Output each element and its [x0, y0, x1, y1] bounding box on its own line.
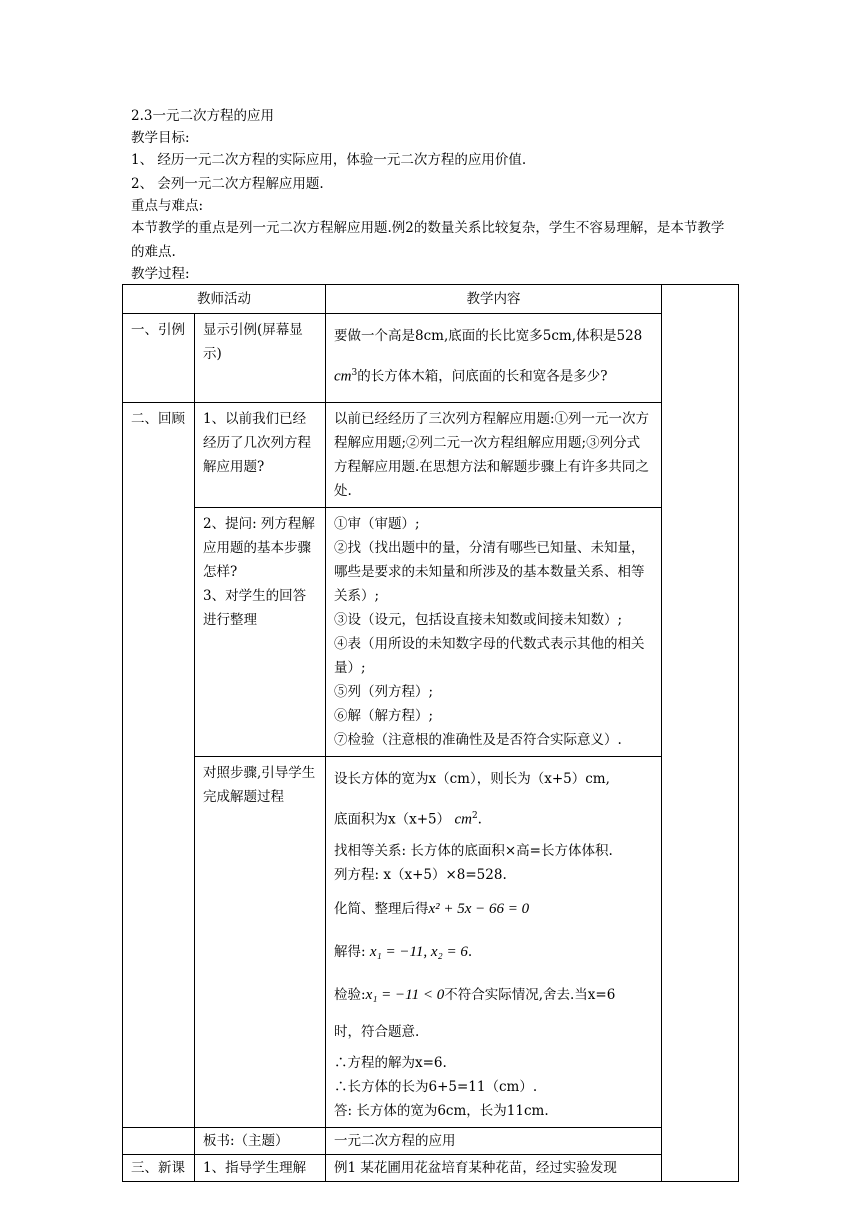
- intro-text-a: 要做一个高是8cm,底面的长比宽多5cm,体积是: [334, 328, 617, 344]
- stage-review: 二、回顾: [123, 403, 195, 1128]
- goals-label: 教学目标:: [131, 130, 190, 146]
- solution-line-5: [334, 891, 653, 928]
- process-label: 教学过程:: [131, 266, 190, 282]
- solution-line-9: ∴方程的解为x=6.: [334, 1054, 447, 1071]
- stage-review-continued: [123, 1127, 195, 1154]
- content-steps: [326, 508, 662, 757]
- table-row-board: [123, 1127, 739, 1154]
- intro-volume-number: 528: [616, 328, 643, 344]
- key-text: 本节教学的重点是列一元二次方程解应用题.例2的数量关系比较复杂，学生不容易理解，是本节教学的难点.: [131, 220, 725, 260]
- content-new-lesson: 例1 某花圃用花盆培育某种花苗，经过实验发现: [326, 1154, 662, 1181]
- solution-roots-end: .: [467, 943, 473, 960]
- activity-steps-organize: 3、对学生的回答进行整理: [203, 588, 307, 628]
- table-row-steps: [123, 508, 739, 757]
- solution-line-4: 列方程: x（x+5）×8=528.: [334, 866, 507, 883]
- step-item: ⑥解（解方程）;: [334, 708, 434, 724]
- activity-steps-question: 2、提问: 列方程解应用题的基本步骤怎样?: [203, 516, 315, 580]
- content-board: 一元二次方程的应用: [326, 1127, 662, 1154]
- activity-solution: 对照步骤,引导学生完成解题过程: [195, 757, 326, 1128]
- activity-intro: 显示引例(屏幕显示): [195, 314, 326, 403]
- goal-1: 1、 经历一元二次方程的实际应用，体验一元二次方程的应用价值.: [131, 152, 527, 168]
- step-item: ④表（用所设的未知数字母的代数式表示其他的相关量）;: [334, 636, 645, 676]
- table-row-intro: [123, 314, 739, 403]
- lesson-table: [122, 284, 739, 1182]
- step-item: ①审（审题）;: [334, 516, 420, 532]
- intro-volume-unit: cm: [334, 368, 352, 385]
- solution-check-text: 检验:: [334, 986, 366, 1003]
- table-row-new-lesson: [123, 1154, 739, 1181]
- solution-area-exponent: 2: [471, 811, 478, 821]
- content-solution: [326, 757, 662, 1128]
- solution-area-unit: cm: [454, 811, 472, 828]
- stage-intro: 一、引例: [123, 314, 195, 403]
- solution-line-8: 时，符合题意.: [334, 1023, 420, 1040]
- step-item: ②找（找出题中的量，分清有哪些已知量、未知量，哪些是要求的未知量和所涉及的基本数量关系、相等关系）;: [334, 540, 645, 604]
- activity-board: 板书:（主题）: [195, 1127, 326, 1154]
- solution-area-text: 底面积为x（x+5）: [334, 811, 451, 828]
- solution-roots-text: 解得:: [334, 943, 366, 960]
- solution-simplify-text: 化简、整理后得: [334, 900, 429, 917]
- content-review: 以前已经经历了三次列方程解应用题:①列一元一次方程解应用题;②列二元一次方程组解应用题;③列分式方程解应用题.在思想方法和解题步骤上有许多共同之处.: [326, 403, 662, 508]
- solution-line-10: ∴长方体的长为6+5=11（cm）.: [334, 1078, 538, 1095]
- activity-steps: [195, 508, 326, 757]
- table-header-row: [123, 285, 739, 314]
- solution-quadratic-equation: x² + 5x − 66 = 0: [428, 900, 530, 917]
- table-row-review: [123, 403, 739, 508]
- intro-text-b: 的长方体木箱，问底面的长和宽各是多少?: [357, 368, 608, 385]
- activity-review-question: 1、以前我们已经经历了几次列方程解应用题?: [195, 403, 326, 508]
- step-item: ⑦检验（注意根的准确性及是否符合实际意义）.: [334, 732, 622, 748]
- solution-line-3: 找相等关系: 长方体的底面积×高=长方体体积.: [334, 842, 613, 859]
- intro-volume-exponent: 3: [351, 368, 358, 378]
- solution-check-rest: 不符合实际情况,舍去.当x=6: [444, 986, 616, 1003]
- solution-check-inequality: x₁ = −11 < 0: [365, 986, 445, 1003]
- solution-line-2: [334, 798, 653, 839]
- stage-new-lesson: 三、新课: [123, 1154, 195, 1181]
- key-label: 重点与难点:: [131, 198, 204, 214]
- solution-line-1: 设长方体的宽为x（cm），则长为（x+5）cm,: [334, 771, 610, 787]
- header-teaching-content: 教学内容: [326, 285, 662, 314]
- activity-new-lesson: 1、指导学生理解: [195, 1154, 326, 1181]
- table-row-solution: [123, 757, 739, 1128]
- header-teacher-activity: 教师活动: [123, 285, 326, 314]
- solution-line-6: [334, 934, 653, 971]
- content-intro: [326, 314, 662, 403]
- step-item: ③设（设元，包括设直接未知数或间接未知数）;: [334, 612, 623, 628]
- lesson-title: 2.3一元二次方程的应用: [131, 108, 274, 124]
- margin-notes-column: [662, 285, 739, 1182]
- solution-roots: x₁ = −11, x₂ = 6: [369, 943, 468, 960]
- step-item: ⑤列（列方程）;: [334, 684, 434, 700]
- solution-area-end: .: [477, 811, 482, 828]
- solution-line-11: 答: 长方体的宽为6cm，长为11cm.: [334, 1102, 549, 1119]
- goal-2: 2、 会列一元二次方程解应用题.: [131, 176, 324, 192]
- solution-line-7: [334, 977, 653, 1014]
